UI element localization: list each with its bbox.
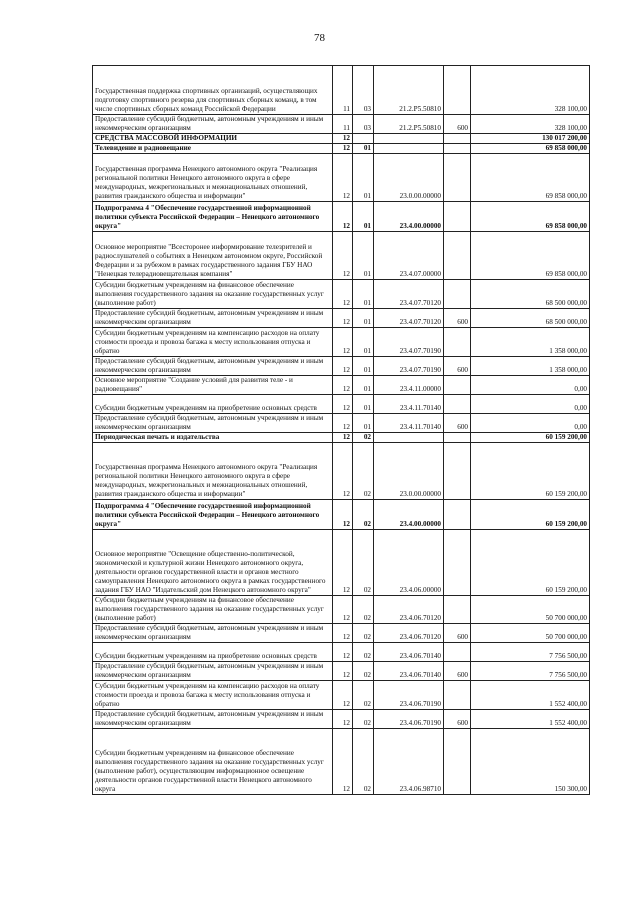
row-subsection-cell: 01 xyxy=(353,202,374,232)
row-amount-cell: 0,00 xyxy=(471,395,590,414)
row-expense-type-cell xyxy=(444,144,471,154)
row-target-article-cell: 23.0.00.00000 xyxy=(374,154,444,202)
row-amount-cell: 69 858 000,00 xyxy=(471,144,590,154)
row-target-article-cell: 23.4.07.70190 xyxy=(374,357,444,376)
row-amount-cell: 60 159 200,00 xyxy=(471,530,590,596)
row-section-cell: 12 xyxy=(333,500,353,530)
row-target-article-cell: 23.4.07.00000 xyxy=(374,232,444,280)
row-section-cell: 12 xyxy=(333,202,353,232)
row-section-cell: 12 xyxy=(333,433,353,443)
row-expense-type-cell xyxy=(444,643,471,662)
table-row xyxy=(93,433,590,443)
row-name-cell: Предоставление субсидий бюджетным, автономным учреждениям и иным некоммерческим организациям xyxy=(93,309,333,328)
row-subsection-cell: 01 xyxy=(353,357,374,376)
row-subsection-cell: 02 xyxy=(353,596,374,624)
row-name-cell: Предоставление субсидий бюджетным, автономным учреждениям и иным некоммерческим организациям xyxy=(93,414,333,433)
row-amount-cell: 68 500 000,00 xyxy=(471,280,590,309)
table-row xyxy=(93,115,590,134)
row-target-article-cell xyxy=(374,134,444,144)
row-subsection-cell: 01 xyxy=(353,414,374,433)
row-amount-cell: 60 159 200,00 xyxy=(471,443,590,500)
row-section-cell: 12 xyxy=(333,596,353,624)
row-subsection-cell: 02 xyxy=(353,443,374,500)
row-expense-type-cell: 600 xyxy=(444,115,471,134)
row-section-cell: 12 xyxy=(333,309,353,328)
row-expense-type-cell xyxy=(444,500,471,530)
table-row xyxy=(93,662,590,681)
row-amount-cell: 328 100,00 xyxy=(471,115,590,134)
row-expense-type-cell: 600 xyxy=(444,710,471,729)
row-target-article-cell: 23.4.06.98710 xyxy=(374,729,444,795)
row-expense-type-cell: 600 xyxy=(444,309,471,328)
row-name-cell: Субсидии бюджетным учреждениям на компенсацию расходов на оплату стоимости проезда и провоза багажа к месту использования отпуска и обратно xyxy=(93,328,333,357)
budget-table xyxy=(92,65,590,795)
row-section-cell: 12 xyxy=(333,154,353,202)
row-name-cell: Основное мероприятие "Всесторонее информирование телезрителей и радиослушателей о событиях в Ненецком автономном округе, Российской Федерации и за рубежом в рамках государственного задания ГБУ НАО "Ненецкая телерадиовещательная компания" xyxy=(93,232,333,280)
row-subsection-cell: 01 xyxy=(353,376,374,395)
table-row xyxy=(93,357,590,376)
row-name-cell: Периодическая печать и издательства xyxy=(93,433,333,443)
row-subsection-cell: 02 xyxy=(353,643,374,662)
row-expense-type-cell xyxy=(444,443,471,500)
row-subsection-cell: 01 xyxy=(353,154,374,202)
row-subsection-cell: 02 xyxy=(353,624,374,643)
row-subsection-cell: 01 xyxy=(353,280,374,309)
row-section-cell: 12 xyxy=(333,662,353,681)
row-amount-cell: 69 858 000,00 xyxy=(471,154,590,202)
table-row xyxy=(93,710,590,729)
row-amount-cell: 0,00 xyxy=(471,414,590,433)
row-target-article-cell: 23.4.07.70190 xyxy=(374,328,444,357)
row-name-cell: Субсидии бюджетным учреждениям на приобретение основных средств xyxy=(93,643,333,662)
row-name-cell: Субсидии бюджетным учреждениям на финансовое обеспечение выполнения государственного задания на оказание государственных услуг (выполнение работ) xyxy=(93,280,333,309)
row-name-cell: Субсидии бюджетным учреждениям на компенсацию расходов на оплату стоимости проезда и провоза багажа к месту использования отпуска и обратно xyxy=(93,681,333,710)
row-subsection-cell: 03 xyxy=(353,66,374,115)
row-section-cell: 11 xyxy=(333,115,353,134)
row-subsection-cell: 02 xyxy=(353,710,374,729)
row-name-cell: Предоставление субсидий бюджетным, автономным учреждениям и иным некоммерческим организациям xyxy=(93,357,333,376)
row-target-article-cell: 23.4.07.70120 xyxy=(374,309,444,328)
row-subsection-cell: 02 xyxy=(353,729,374,795)
row-name-cell: Государственная поддержка спортивных организаций, осуществляющих подготовку спортивного резерва для спортивных сборных команд, в том числе спортивных сборных команд Российской Федерации xyxy=(93,66,333,115)
row-amount-cell: 0,00 xyxy=(471,376,590,395)
row-section-cell: 12 xyxy=(333,134,353,144)
row-name-cell: Основное мероприятие "Освещение общественно-политической, экономической и культурной жизни Ненецкого автономного округа, деятельности органов государственной власти и органов местного самоуправления Ненецкого автономного округа в рамках государственного задания ГБУ НАО "Издательский дом Ненецкого автономного округа" xyxy=(93,530,333,596)
table-row xyxy=(93,681,590,710)
row-expense-type-cell xyxy=(444,530,471,596)
row-subsection-cell: 03 xyxy=(353,115,374,134)
row-name-cell: Предоставление субсидий бюджетным, автономным учреждениям и иным некоммерческим организациям xyxy=(93,710,333,729)
row-name-cell: Предоставление субсидий бюджетным, автономным учреждениям и иным некоммерческим организациям xyxy=(93,662,333,681)
row-name-cell: СРЕДСТВА МАССОВОЙ ИНФОРМАЦИИ xyxy=(93,134,333,144)
page-number: 78 xyxy=(314,32,325,44)
row-subsection-cell: 01 xyxy=(353,144,374,154)
row-expense-type-cell xyxy=(444,729,471,795)
row-subsection-cell: 02 xyxy=(353,530,374,596)
row-expense-type-cell: 600 xyxy=(444,357,471,376)
row-target-article-cell: 23.4.06.70120 xyxy=(374,624,444,643)
row-name-cell: Субсидии бюджетным учреждениям на приобретение основных средств xyxy=(93,395,333,414)
row-subsection-cell: 01 xyxy=(353,328,374,357)
table-row xyxy=(93,280,590,309)
row-expense-type-cell xyxy=(444,328,471,357)
row-amount-cell: 69 858 000,00 xyxy=(471,202,590,232)
row-section-cell: 12 xyxy=(333,710,353,729)
row-target-article-cell xyxy=(374,433,444,443)
row-expense-type-cell xyxy=(444,154,471,202)
row-name-cell: Государственная программа Ненецкого автономного округа "Реализация региональной политики Ненецкого автономного округа в сфере международных, межрегиональных и межнациональных отношений, развития гражданского общества и информации" xyxy=(93,443,333,500)
row-name-cell: Государственная программа Ненецкого автономного округа "Реализация региональной политики Ненецкого автономного округа в сфере международных, межрегиональных и межнациональных отношений, развития гражданского общества и информации" xyxy=(93,154,333,202)
row-amount-cell: 50 700 000,00 xyxy=(471,624,590,643)
row-target-article-cell: 23.4.06.70140 xyxy=(374,662,444,681)
row-section-cell: 12 xyxy=(333,328,353,357)
row-section-cell: 11 xyxy=(333,66,353,115)
row-expense-type-cell xyxy=(444,232,471,280)
row-expense-type-cell: 600 xyxy=(444,662,471,681)
row-name-cell: Предоставление субсидий бюджетным, автономным учреждениям и иным некоммерческим организациям xyxy=(93,115,333,134)
row-amount-cell: 1 358 000,00 xyxy=(471,357,590,376)
row-expense-type-cell: 600 xyxy=(444,624,471,643)
row-section-cell: 12 xyxy=(333,144,353,154)
row-name-cell: Основное мероприятие "Создание условий для развития теле - и радиовещания" xyxy=(93,376,333,395)
table-row xyxy=(93,729,590,795)
budget-table-body xyxy=(93,66,590,795)
row-expense-type-cell xyxy=(444,66,471,115)
row-section-cell: 12 xyxy=(333,530,353,596)
row-subsection-cell: 01 xyxy=(353,395,374,414)
row-amount-cell: 68 500 000,00 xyxy=(471,309,590,328)
row-name-cell: Предоставление субсидий бюджетным, автономным учреждениям и иным некоммерческим организациям xyxy=(93,624,333,643)
row-section-cell: 12 xyxy=(333,232,353,280)
row-target-article-cell: 23.4.06.70140 xyxy=(374,643,444,662)
row-expense-type-cell xyxy=(444,596,471,624)
row-target-article-cell: 23.4.11.70140 xyxy=(374,395,444,414)
table-row xyxy=(93,309,590,328)
table-row xyxy=(93,376,590,395)
row-target-article-cell: 23.4.11.70140 xyxy=(374,414,444,433)
row-subsection-cell: 02 xyxy=(353,500,374,530)
table-row xyxy=(93,202,590,232)
row-target-article-cell: 23.4.00.00000 xyxy=(374,500,444,530)
table-row xyxy=(93,530,590,596)
table-row xyxy=(93,134,590,144)
row-name-cell: Подпрограмма 4 "Обеспечение государственной информационной политики субъекта Российской Федерации – Ненецкого автономного округа" xyxy=(93,202,333,232)
row-amount-cell: 328 100,00 xyxy=(471,66,590,115)
row-amount-cell: 50 700 000,00 xyxy=(471,596,590,624)
row-section-cell: 12 xyxy=(333,624,353,643)
table-row xyxy=(93,500,590,530)
row-amount-cell: 69 858 000,00 xyxy=(471,232,590,280)
table-row xyxy=(93,596,590,624)
row-target-article-cell: 21.2.Р5.50810 xyxy=(374,66,444,115)
row-section-cell: 12 xyxy=(333,681,353,710)
table-row xyxy=(93,66,590,115)
row-target-article-cell: 23.4.06.70190 xyxy=(374,681,444,710)
row-amount-cell: 1 552 400,00 xyxy=(471,710,590,729)
row-target-article-cell: 23.4.06.70120 xyxy=(374,596,444,624)
table-row xyxy=(93,328,590,357)
row-subsection-cell: 02 xyxy=(353,433,374,443)
row-expense-type-cell xyxy=(444,395,471,414)
row-target-article-cell: 23.0.00.00000 xyxy=(374,443,444,500)
table-row xyxy=(93,443,590,500)
row-amount-cell: 60 159 200,00 xyxy=(471,500,590,530)
row-target-article-cell: 23.4.06.70190 xyxy=(374,710,444,729)
row-subsection-cell: 01 xyxy=(353,309,374,328)
row-amount-cell: 7 756 500,00 xyxy=(471,643,590,662)
row-expense-type-cell xyxy=(444,134,471,144)
table-row xyxy=(93,154,590,202)
row-section-cell: 12 xyxy=(333,280,353,309)
row-expense-type-cell xyxy=(444,202,471,232)
row-target-article-cell: 23.4.00.00000 xyxy=(374,202,444,232)
row-subsection-cell: 02 xyxy=(353,681,374,710)
row-name-cell: Телевидение и радиовещание xyxy=(93,144,333,154)
row-expense-type-cell xyxy=(444,681,471,710)
row-amount-cell: 7 756 500,00 xyxy=(471,662,590,681)
row-target-article-cell xyxy=(374,144,444,154)
table-row xyxy=(93,414,590,433)
row-target-article-cell: 23.4.07.70120 xyxy=(374,280,444,309)
row-amount-cell: 60 159 200,00 xyxy=(471,433,590,443)
row-target-article-cell: 21.2.Р5.50810 xyxy=(374,115,444,134)
table-row xyxy=(93,232,590,280)
row-section-cell: 12 xyxy=(333,443,353,500)
table-row xyxy=(93,144,590,154)
row-expense-type-cell xyxy=(444,433,471,443)
row-subsection-cell: 02 xyxy=(353,662,374,681)
row-subsection-cell xyxy=(353,134,374,144)
row-target-article-cell: 23.4.11.00000 xyxy=(374,376,444,395)
row-amount-cell: 150 300,00 xyxy=(471,729,590,795)
row-subsection-cell: 01 xyxy=(353,232,374,280)
row-expense-type-cell: 600 xyxy=(444,414,471,433)
row-name-cell: Субсидии бюджетным учреждениям на финансовое обеспечение выполнения государственного задания на оказание государственных услуг (выполнение работ) xyxy=(93,596,333,624)
row-name-cell: Подпрограмма 4 "Обеспечение государственной информационной политики субъекта Российской Федерации – Ненецкого автономного округа" xyxy=(93,500,333,530)
row-name-cell: Субсидии бюджетным учреждениям на финансовое обеспечение выполнения государственного задания на оказание государственных услуг (выполнение работ), осуществляющим информационное освещение деятельности органов государственной власти Ненецкого автономного округа xyxy=(93,729,333,795)
row-section-cell: 12 xyxy=(333,395,353,414)
table-row xyxy=(93,643,590,662)
table-row xyxy=(93,624,590,643)
row-amount-cell: 1 552 400,00 xyxy=(471,681,590,710)
row-section-cell: 12 xyxy=(333,729,353,795)
row-section-cell: 12 xyxy=(333,643,353,662)
row-amount-cell: 1 358 000,00 xyxy=(471,328,590,357)
row-expense-type-cell xyxy=(444,280,471,309)
row-amount-cell: 130 017 200,00 xyxy=(471,134,590,144)
row-section-cell: 12 xyxy=(333,376,353,395)
row-section-cell: 12 xyxy=(333,414,353,433)
row-target-article-cell: 23.4.06.00000 xyxy=(374,530,444,596)
row-expense-type-cell xyxy=(444,376,471,395)
row-section-cell: 12 xyxy=(333,357,353,376)
table-row xyxy=(93,395,590,414)
